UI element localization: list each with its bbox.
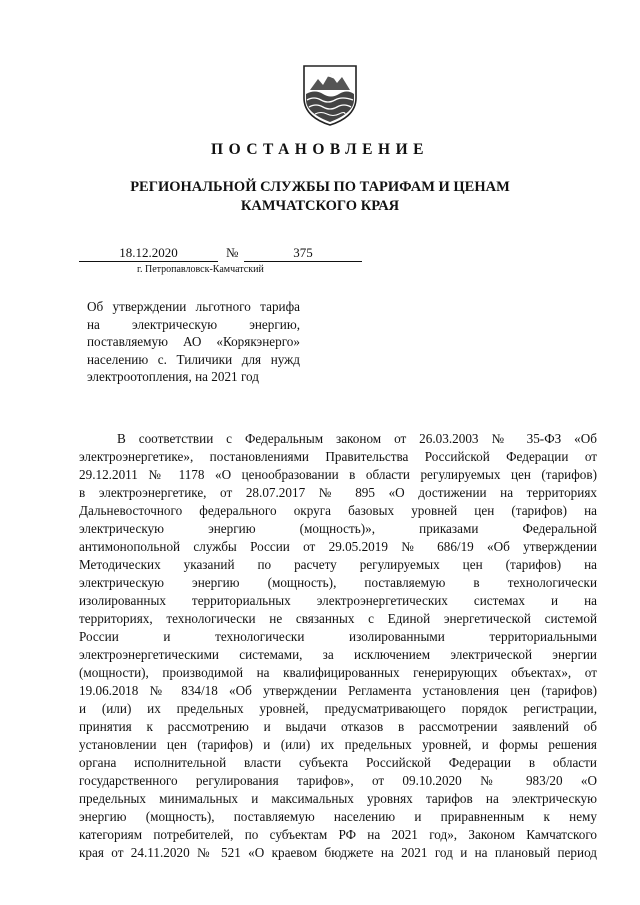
- document-date: 18.12.2020: [79, 244, 218, 262]
- body-line: 19.06.2018 № 834/18 «Об утверждении Регламента установления цен (тарифов): [79, 683, 597, 698]
- subject-line: Об утверждении льготного тарифа: [87, 299, 300, 314]
- body-line: предельных минимальных и максимальных уровнях тарифов на электрическую: [79, 791, 597, 806]
- document-number: 375: [244, 244, 362, 262]
- body-line: электроэнергетическими системами, за исключением электрической энергии: [79, 647, 597, 662]
- body-line: изолированных территориальных электроэнергетических системах и на: [79, 593, 597, 608]
- body-line: электрическую энергию (мощность), поставляемую в технологически: [79, 575, 597, 590]
- document-subject: [87, 298, 300, 386]
- body-line: электрическую энергию (мощность)», приказами Федеральной: [79, 521, 597, 536]
- body-line: 29.12.2011 № 1178 «О ценообразовании в области регулируемых цен (тарифов): [79, 467, 597, 482]
- body-line: (мощности), производимой на квалифицированных генерирующих объектах», от: [79, 665, 597, 680]
- body-line: электроэнергетике», постановлениями Правительства Российской Федерации от: [79, 449, 597, 464]
- authority-line: РЕГИОНАЛЬНОЙ СЛУЖБЫ ПО ТАРИФАМ И ЦЕНАМ: [130, 179, 510, 195]
- body-line: установлении цен (тарифов) и (или) их предельных уровней, и формы решения: [79, 737, 597, 752]
- document-title: ПОСТАНОВЛЕНИЕ: [211, 141, 429, 158]
- body-line: государственного регулирования тарифов», от 09.10.2020 № 983/20 «О: [79, 773, 597, 788]
- body-line: органа исполнительной власти субъекта Российской Федерации в области: [79, 755, 597, 770]
- document-city: г. Петропавловск-Камчатский: [137, 264, 264, 275]
- body-line: в электроэнергетике, от 28.07.2017 № 895 «О достижении на территориях: [79, 485, 597, 500]
- body-line: Дальневосточного федерального округа базовых уровней цен (тарифов) на: [79, 503, 597, 518]
- body-line: территориях, технологически не связанных с Единой энергетической системой: [79, 611, 597, 626]
- document-body: [79, 430, 597, 862]
- number-sign: №: [226, 245, 239, 260]
- body-line: энергию (мощность), поставляемую населению и приравненным к нему: [79, 809, 597, 824]
- body-line: края от 24.11.2020 № 521 «О краевом бюджете на 2021 год и на плановый период: [79, 845, 597, 860]
- body-line: и (или) их предельных уровней, предусматривающего порядок регистрации,: [79, 701, 597, 716]
- body-line: принятия к рассмотрению и выдачи отказов в рассмотрении заявлений об: [79, 719, 597, 734]
- body-line: антимонопольной службы России от 29.05.2019 № 686/19 «Об утверждении: [79, 539, 597, 554]
- issuing-authority: [0, 178, 640, 216]
- body-line: России и технологически изолированными территориальными: [79, 629, 597, 644]
- subject-line: поставляемую АО «Корякэнерго»: [87, 334, 300, 349]
- kamchatka-coat-of-arms-icon: [297, 64, 363, 126]
- subject-line: населению с. Тиличики для нужд: [87, 351, 300, 367]
- subject-line: на электрическую энергию,: [87, 316, 300, 332]
- authority-line: КАМЧАТСКОГО КРАЯ: [240, 198, 400, 214]
- body-line: Методических указаний по расчету регулируемых цен (тарифов) на: [79, 557, 597, 572]
- body-line: В соответствии с Федеральным законом от 26.03.2003 № 35-ФЗ «Об: [117, 431, 597, 446]
- subject-line: электроотопления, на 2021 год: [87, 369, 259, 384]
- body-line: категориям потребителей, по субъектам РФ на 2021 год», Законом Камчатского: [79, 827, 597, 842]
